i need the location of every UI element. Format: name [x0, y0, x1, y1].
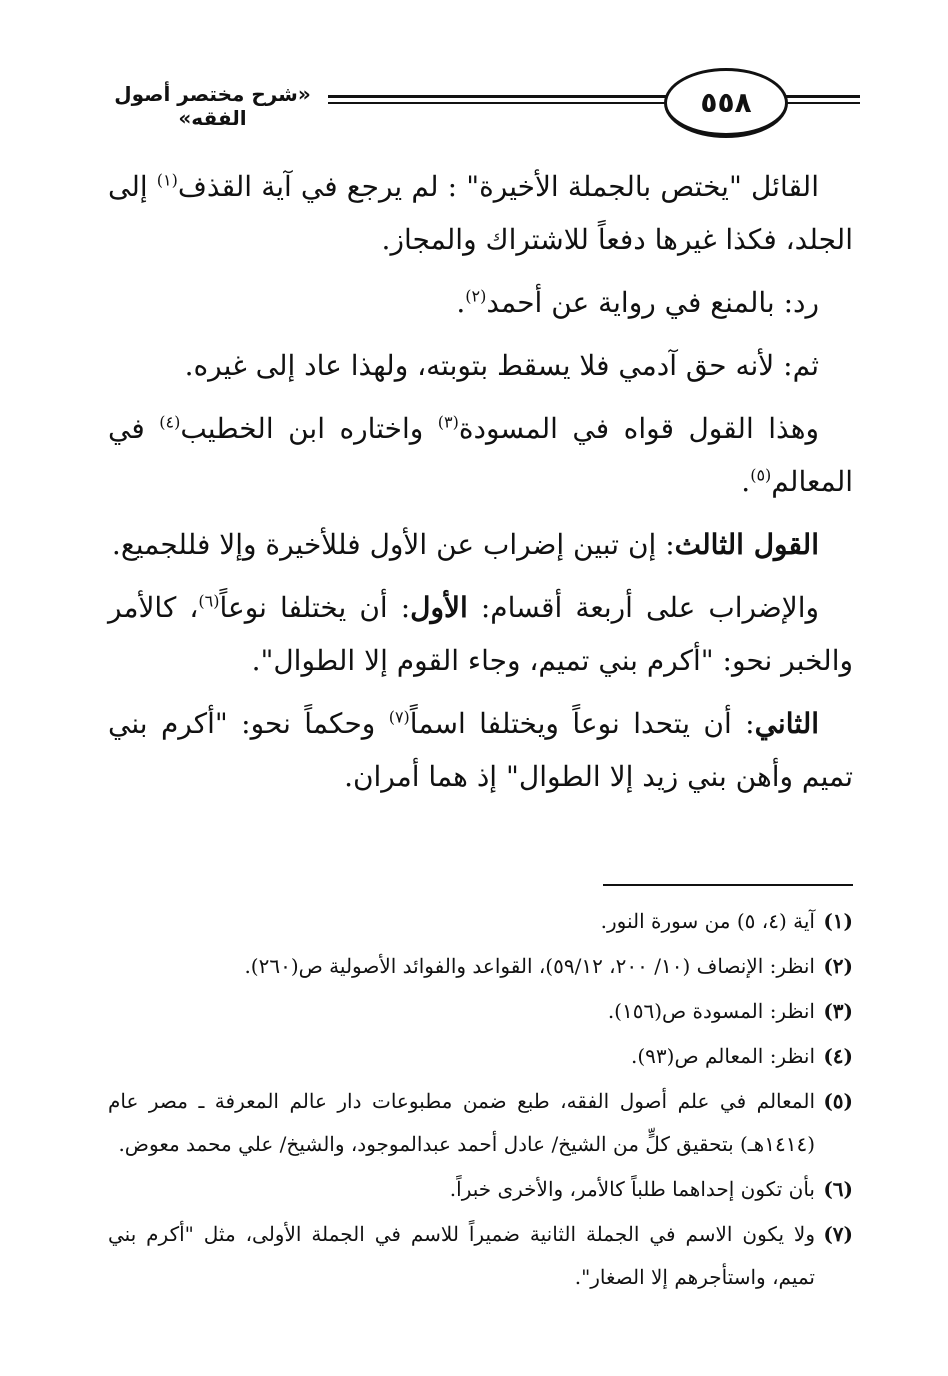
bold-term: الأول [410, 591, 468, 624]
header-rule [328, 102, 688, 104]
footnote-ref[interactable]: (١) [156, 170, 178, 190]
footnote-number: (٤) [823, 1044, 853, 1068]
footnote-separator [603, 884, 853, 886]
text-run: القائل "يختص بالجملة الأخيرة" : لم يرجع في آية القذف [177, 170, 819, 203]
page-header [100, 62, 860, 142]
footnote-ref[interactable]: (٤) [159, 412, 181, 432]
main-text [108, 160, 853, 813]
footnote [108, 900, 853, 943]
header-rule [784, 95, 860, 98]
text-run: والإضراب على أربعة أقسام: [467, 591, 819, 624]
text-run: رد: بالمنع في رواية عن أحمد [486, 286, 819, 319]
footnote-ref[interactable]: (٦) [198, 591, 220, 611]
text-run: ، كالأمر والخبر نحو: "أكرم بني تميم، وجاء القوم إلا الطوال". [108, 591, 853, 677]
footnotes [108, 900, 853, 1301]
footnote [108, 1035, 853, 1078]
page-number: ٥٥٨ [664, 68, 788, 138]
paragraph [108, 339, 853, 392]
footnote [108, 1080, 853, 1166]
footnote-ref[interactable]: (٢) [465, 286, 487, 306]
paragraph [108, 697, 853, 803]
footnote-text: انظر: الإنصاف (١٠/ ٢٠٠، ٥٩/١٢)، القواعد والفوائد الأصولية ص(٢٦٠). [244, 954, 815, 978]
text-run: وحكماً نحو: "أكرم بني تميم وأهن بني زيد إلا الطوال" إذ هما أمران. [108, 707, 853, 793]
bold-term: الثاني [754, 707, 820, 740]
text-run: . [741, 465, 751, 498]
text-run: : أن يتحدا نوعاً ويختلفا اسماً [409, 707, 755, 740]
footnote-number: (٢) [823, 954, 853, 978]
text-run: واختاره ابن الخطيب [180, 412, 438, 445]
text-run: : أن يختلفا نوعاً [219, 591, 411, 624]
footnote-ref[interactable]: (٧) [388, 707, 410, 727]
text-run: وهذا القول قواه في المسودة [458, 412, 819, 445]
footnote [108, 945, 853, 988]
footnote-number: (١) [823, 909, 853, 933]
footnote-text: بأن تكون إحداهما طلباً كالأمر، والأخرى خبراً. [449, 1177, 815, 1201]
header-rule [328, 95, 688, 98]
text-run: في المعالم [108, 412, 853, 498]
footnote [108, 990, 853, 1033]
footnote-text: المعالم في علم أصول الفقه، طبع ضمن مطبوعات دار عالم المعرفة ـ مصر عام (١٤١٤هـ) بتحقيق كلٍّ من الشيخ/ عادل أحمد عبدالموجود، والشيخ/ علي محمد معوض. [108, 1089, 815, 1156]
text-run: : إن تبين إضراب عن الأول فللأخيرة وإلا فللجميع. [111, 528, 675, 561]
running-title: «شرح مختصر أصول الفقه» [114, 82, 311, 130]
paragraph [108, 518, 853, 571]
footnote-number: (٦) [823, 1177, 853, 1201]
footnote [108, 1168, 853, 1211]
footnote-number: (٣) [823, 999, 853, 1023]
text-run: . [456, 286, 466, 319]
footnote-ref[interactable]: (٣) [437, 412, 459, 432]
text-run: إلى الجلد، فكذا غيرها دفعاً للاشتراك والمجاز. [108, 170, 853, 256]
footnote [108, 1213, 853, 1299]
footnote-text: آية (٤، ٥) من سورة النور. [600, 909, 815, 933]
paragraph [108, 276, 853, 329]
text-run: ثم: لأنه حق آدمي فلا يسقط بتوبته، ولهذا عاد إلى غيره. [184, 349, 819, 382]
paragraph [108, 581, 853, 687]
header-rule [784, 102, 860, 104]
paragraph [108, 160, 853, 266]
paragraph [108, 402, 853, 508]
footnote-number: (٧) [823, 1222, 853, 1246]
footnote-text: ولا يكون الاسم في الجملة الثانية ضميراً للاسم في الجملة الأولى، مثل "أكرم بني تميم، واستأجرهم إلا الصغار". [108, 1222, 815, 1289]
footnote-text: انظر: المسودة ص(١٥٦). [607, 999, 815, 1023]
footnote-text: انظر: المعالم ص(٩٣). [630, 1044, 815, 1068]
footnote-ref[interactable]: (٥) [750, 465, 772, 485]
section-heading: القول الثالث [674, 528, 819, 561]
footnote-number: (٥) [823, 1089, 853, 1113]
